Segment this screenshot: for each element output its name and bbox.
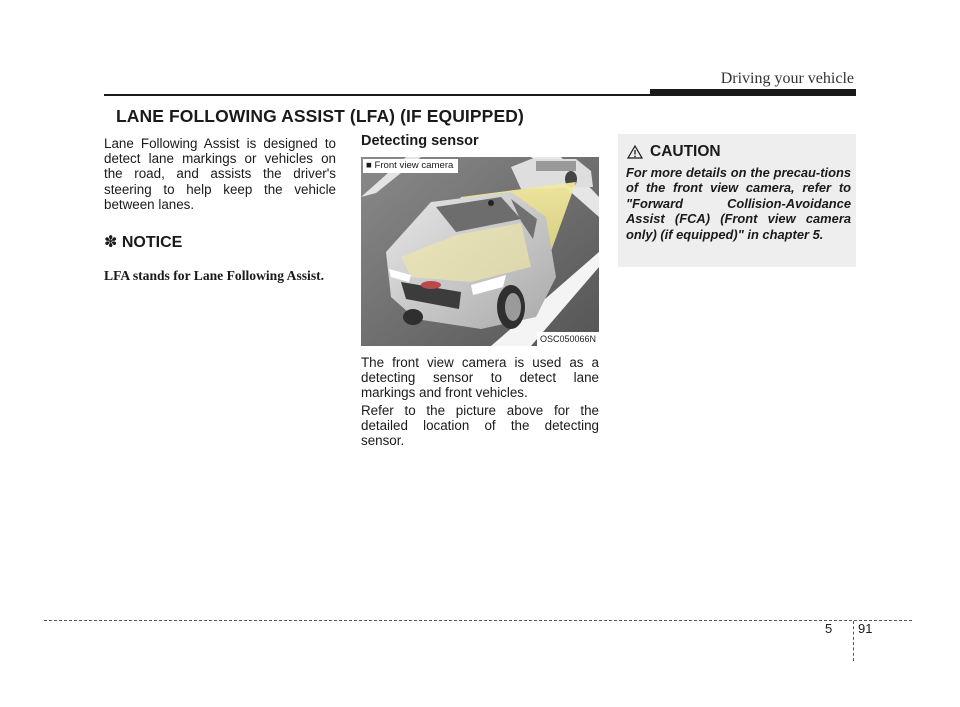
notice-heading: ✽ NOTICE: [104, 234, 183, 251]
detecting-sensor-heading: Detecting sensor: [361, 133, 479, 149]
header-rule: [104, 94, 650, 96]
figure-code: OSC050066N: [537, 332, 599, 346]
page-divider: [853, 621, 854, 661]
car-illustration: [361, 157, 599, 346]
running-head: Driving your vehicle: [720, 70, 854, 87]
front-camera-illustration: [361, 157, 599, 346]
header-rule-accent: [650, 89, 856, 96]
figure-caption: ■ Front view camera: [363, 159, 458, 173]
sensor-paragraph-2: Refer to the picture above for the detailed location of the detecting sensor.: [361, 403, 599, 449]
caution-text: For more details on the precau-tions of the front view camera, refer to "Forward Collision-Avoidance Assist (FCA) (Front view camera only) (if equipped)" in chapter 5.: [626, 165, 851, 242]
section-title: LANE FOLLOWING ASSIST (LFA) (IF EQUIPPED): [116, 106, 524, 126]
caution-heading: CAUTION: [650, 143, 721, 160]
intro-paragraph: Lane Following Assist is designed to detect lane markings or vehicles on the road, and assists the driver's steering to help keep the vehicle between lanes.: [104, 136, 336, 212]
footer-rule: [44, 620, 912, 621]
chapter-number: 5: [825, 621, 833, 636]
notice-text: LFA stands for Lane Following Assist.: [104, 267, 325, 283]
warning-triangle-icon: [627, 145, 643, 159]
page-number: 91: [858, 621, 873, 636]
sensor-paragraph-1: The front view camera is used as a detecting sensor to detect lane markings and front vehicles.: [361, 355, 599, 401]
